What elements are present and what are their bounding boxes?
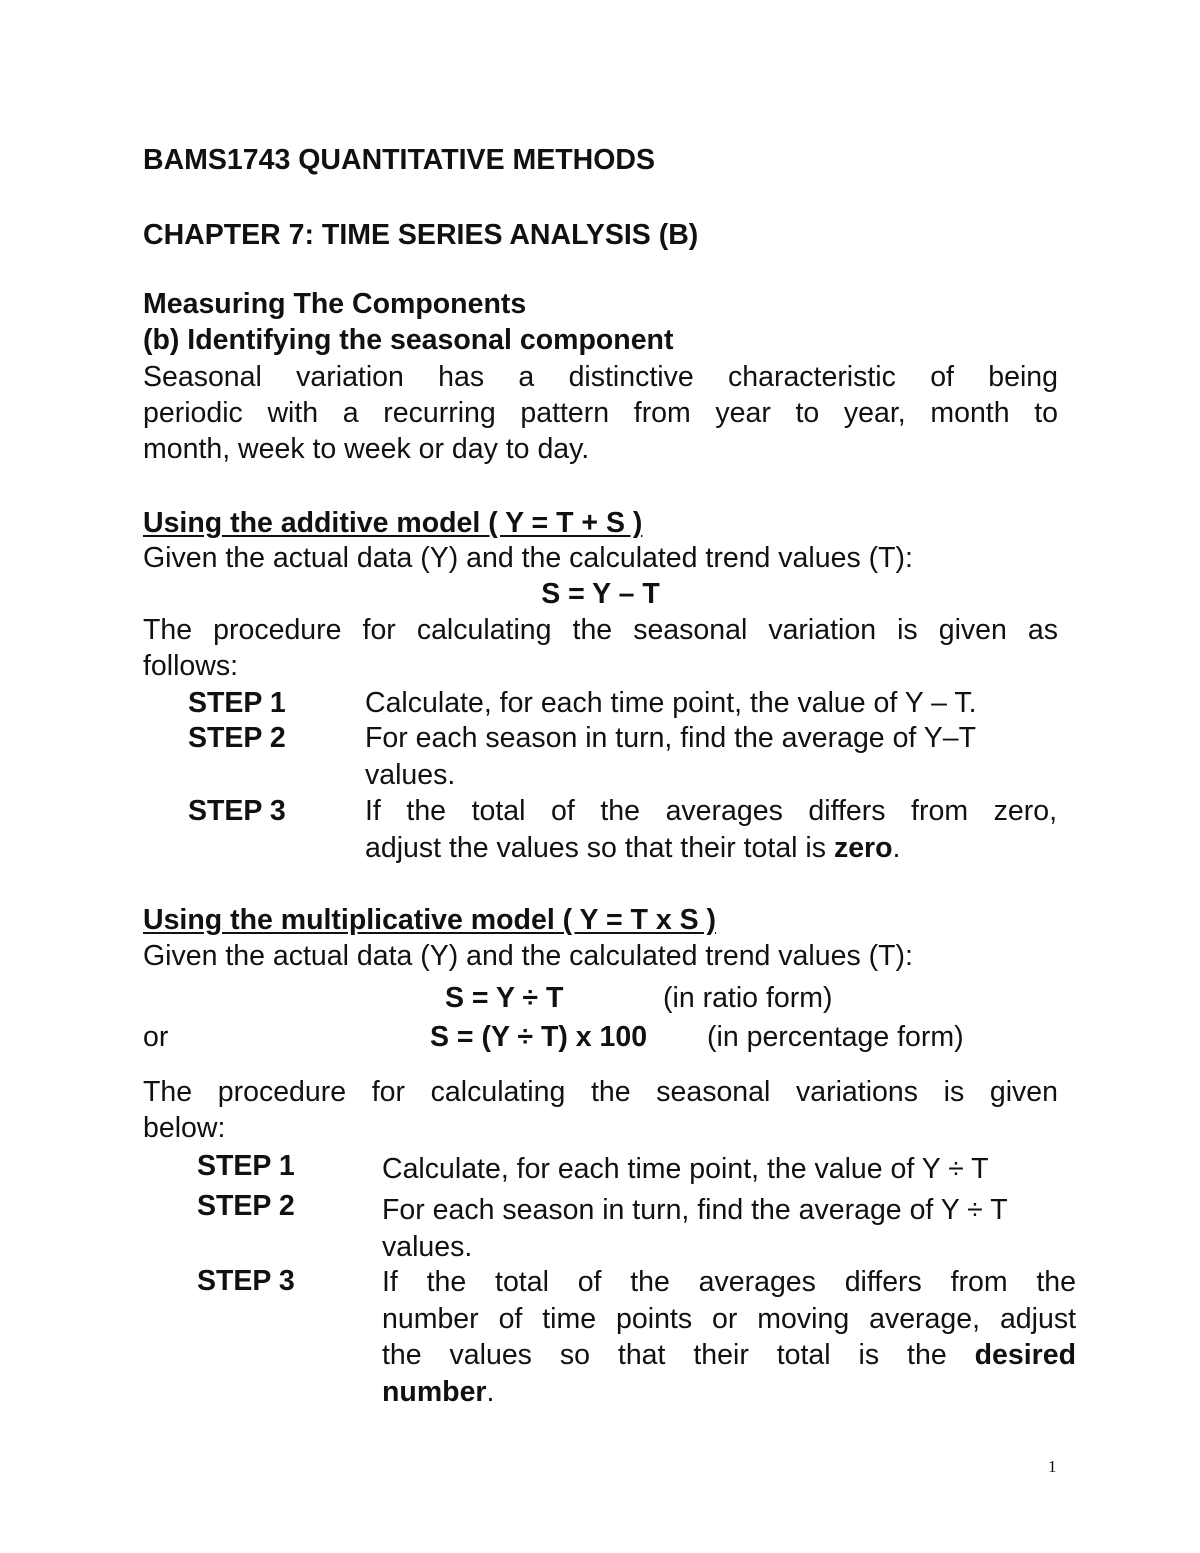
multiplicative-procedure-line: below:: [143, 1112, 226, 1144]
intro-line: periodic with a recurring pattern from year to year, month to: [143, 397, 1058, 429]
multiplicative-step-1-label: STEP 1: [197, 1150, 295, 1182]
step-text-line: If the total of the averages differs from zero,: [365, 795, 1057, 827]
or-label: or: [143, 1021, 169, 1053]
additive-procedure-line: follows:: [143, 650, 239, 682]
step-text-line: [365, 830, 1057, 867]
step-text-line: [382, 1374, 1076, 1411]
additive-formula: S = Y – T: [541, 578, 660, 610]
multiplicative-step-1-text: [382, 1151, 1076, 1188]
chapter-title: CHAPTER 7: TIME SERIES ANALYSIS (B): [143, 219, 699, 251]
multiplicative-step-3-text: [382, 1264, 1076, 1410]
multiplicative-procedure-line: The procedure for calculating the seasonal variations is given: [143, 1076, 1058, 1108]
step-text-segment: the values so that their total is the: [382, 1339, 975, 1371]
step-text-line: If the total of the averages differs from the: [382, 1266, 1076, 1298]
page-number: 1: [1048, 1457, 1057, 1476]
step-text-line: values.: [382, 1230, 473, 1263]
step-text-tail: .: [892, 831, 901, 864]
step-emphasis: desired: [974, 1339, 1076, 1371]
additive-step-1-label: STEP 1: [188, 687, 286, 719]
step-text-line: For each season in turn, find the average of Y ÷ T: [382, 1194, 1008, 1226]
formula-ratio-note: (in ratio form): [663, 982, 833, 1014]
multiplicative-heading: Using the multiplicative model ( Y = T x S ): [143, 904, 717, 936]
multiplicative-step-2-label: STEP 2: [197, 1190, 295, 1222]
additive-step-2-text: [365, 720, 1057, 793]
multiplicative-formula-percentage: S = (Y ÷ T) x 100: [430, 1021, 648, 1053]
intro-line: Seasonal variation has a distinctive characteristic of being: [143, 361, 1058, 393]
multiplicative-step-3-label: STEP 3: [197, 1265, 295, 1297]
intro-line: month, week to week or day to day.: [143, 433, 590, 465]
step-text-line: Calculate, for each time point, the value of Y – T.: [365, 687, 977, 719]
section-subtitle: (b) Identifying the seasonal component: [143, 324, 674, 356]
step-emphasis: number: [382, 1375, 487, 1408]
multiplicative-given: Given the actual data (Y) and the calculated trend values (T):: [143, 940, 913, 972]
step-emphasis: zero: [833, 831, 893, 864]
step-text-line: values.: [365, 758, 456, 791]
step-text-line: Calculate, for each time point, the value of Y ÷ T: [382, 1153, 989, 1185]
step-text-tail: .: [486, 1375, 495, 1408]
section-title: Measuring The Components: [143, 288, 527, 320]
multiplicative-step-2-text: [382, 1192, 1076, 1265]
additive-given: Given the actual data (Y) and the calculated trend values (T):: [143, 542, 913, 574]
step-text-segment: adjust the values so that their total is: [365, 831, 834, 864]
additive-step-3-text: [365, 793, 1057, 866]
formula-percentage-note: (in percentage form): [707, 1021, 964, 1053]
additive-heading: Using the additive model ( Y = T + S ): [143, 507, 643, 539]
additive-procedure-line: The procedure for calculating the seasonal variation is given as: [143, 614, 1058, 646]
additive-step-3-label: STEP 3: [188, 795, 286, 827]
course-title: BAMS1743 QUANTITATIVE METHODS: [143, 144, 655, 176]
step-text-line: For each season in turn, find the average of Y–T: [365, 722, 977, 754]
multiplicative-formula-ratio: S = Y ÷ T: [445, 982, 564, 1014]
additive-step-2-label: STEP 2: [188, 722, 286, 754]
step-text-line: number of time points or moving average, adjust: [382, 1302, 1076, 1335]
additive-step-1-text: [365, 685, 1055, 722]
step-text-line: [382, 1337, 1076, 1374]
